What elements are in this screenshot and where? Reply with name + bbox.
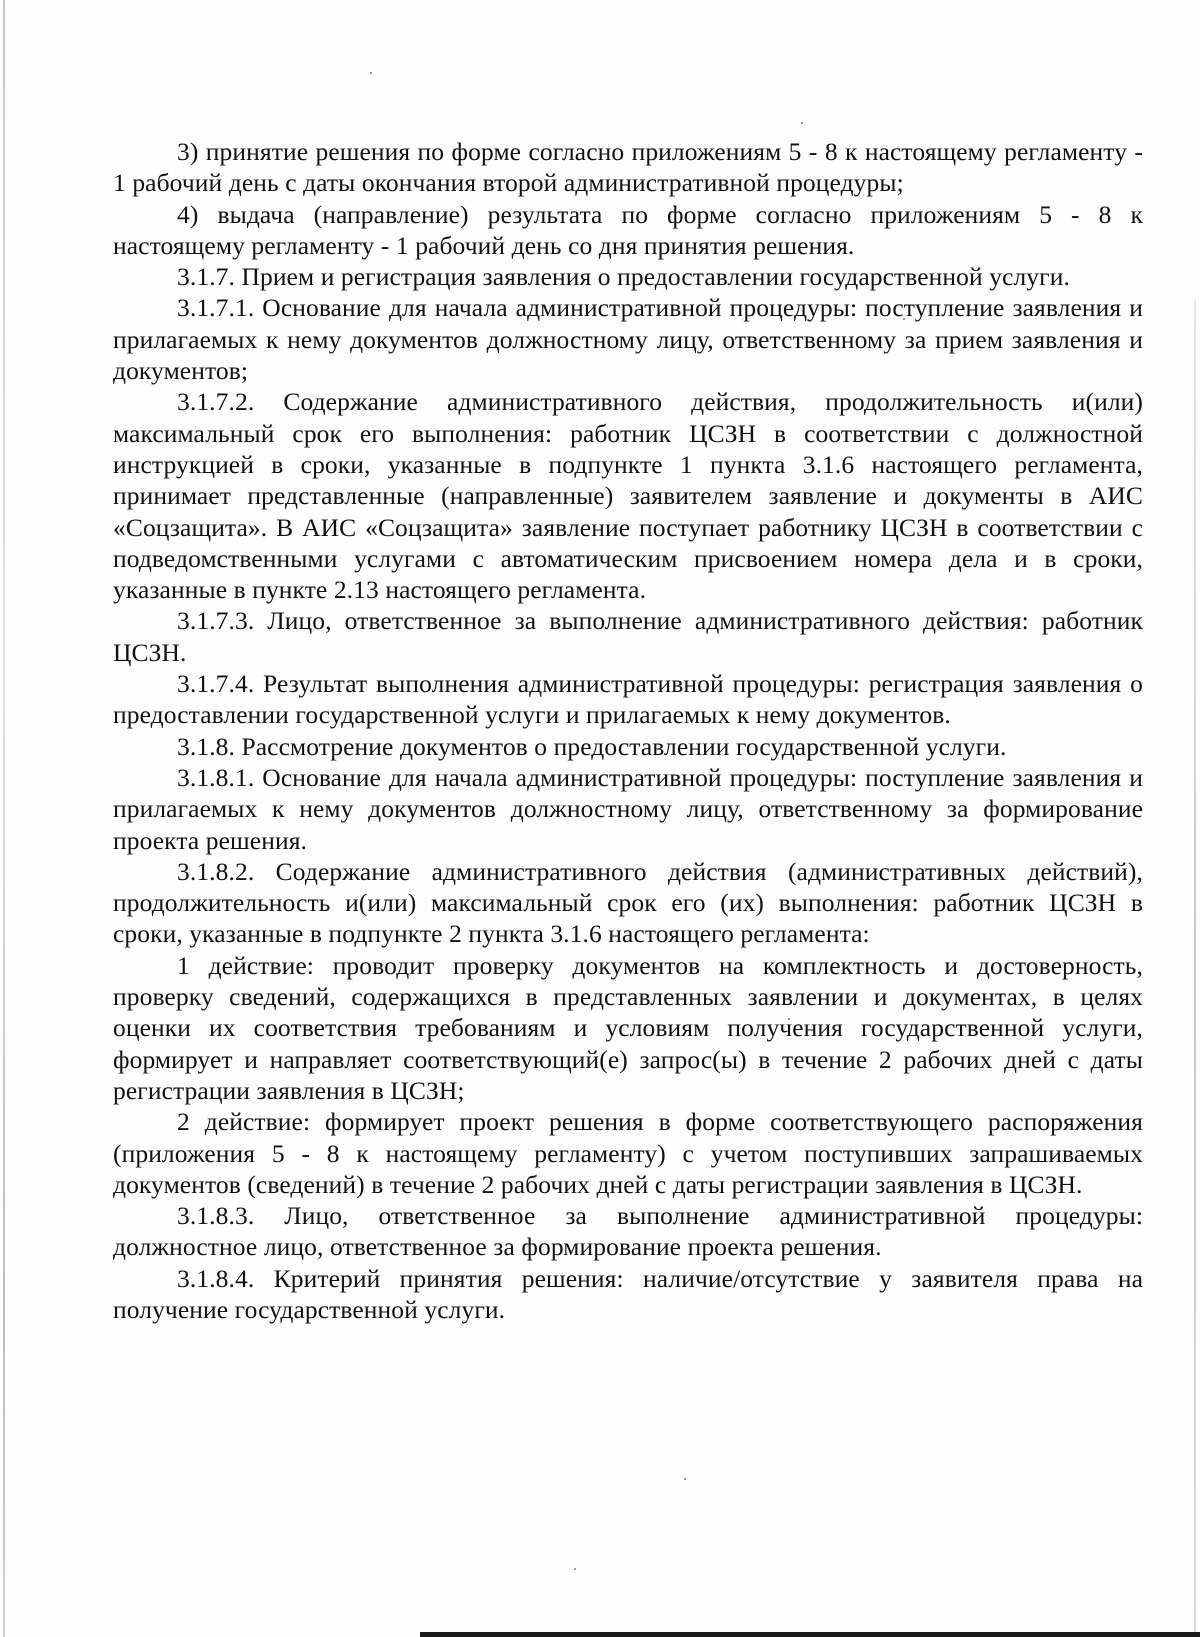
scan-speck [684,1478,686,1480]
scan-speck [574,1568,576,1570]
paragraph-item-3: 3) принятие решения по форме согласно приложениям 5 - 8 к настоящему регламенту - 1 рабочий день с даты окончания второй административной процедуры; [113,137,1143,198]
paragraph-3-1-8-3: 3.1.8.3. Лицо, ответственное за выполнение административной процедуры: должностное лицо, ответственное за формирование проекта решения. [113,1201,1143,1262]
paragraph-3-1-7-4: 3.1.7.4. Результат выполнения административной процедуры: регистрация заявления о предоставлении государственной услуги и прилагаемых к нему документов. [113,669,1143,730]
paragraph-3-1-8: 3.1.8. Рассмотрение документов о предоставлении государственной услуги. [177,731,1007,761]
paragraph-item-4: 4) выдача (направление) результата по форме согласно приложениям 5 - 8 к настоящему регламенту - 1 рабочий день со дня принятия решения. [113,199,1143,260]
paragraph-3-1-7-3: 3.1.7.3. Лицо, ответственное за выполнение административного действия: работник ЦСЗН. [113,606,1143,667]
paragraph-3-1-7-1: 3.1.7.1. Основание для начала административной процедуры: поступление заявления и прилагаемых к нему документов должностному лицу, ответственному за прием заявления и документов; [113,293,1143,386]
scan-edge-right [1194,300,1196,1637]
document-body [113,136,1143,1325]
scan-speck [370,72,372,74]
paragraph-action-2: 2 действие: формирует проект решения в форме соответствующего распоряжения (приложения 5 - 8 к настоящему регламенту) с учетом поступивших запрашиваемых документов (сведений) в течение 2 рабочих дней с даты регистрации заявления в ЦСЗН. [113,1107,1143,1199]
paragraph-3-1-8-4: 3.1.8.4. Критерий принятия решения: наличие/отсутствие у заявителя права на получение государственной услуги. [113,1263,1143,1324]
paragraph-3-1-8-2: 3.1.8.2. Содержание административного действия (административных действий), продолжительность и(или) максимальный срок его (их) выполнения: работник ЦСЗН в сроки, указанные в подпункте 2 пункта 3.1.6 настоящего регламента: [113,856,1143,949]
scan-edge-left [3,0,5,1637]
scan-speck [801,122,803,124]
paragraph-action-1: 1 действие: проводит проверку документов на комплектность и достоверность, проверку сведений, содержащихся в представленных заявлении и документах, в целях оценки их соответствия требованиям и условиям получения государственной услуги, формирует и направляет соответствующий(е) запрос(ы) в течение 2 рабочих дней с даты регистрации заявления в ЦСЗН; [113,950,1143,1105]
paragraph-3-1-8-1: 3.1.8.1. Основание для начала административной процедуры: поступление заявления и прилагаемых к нему документов должностному лицу, ответственному за формирование проекта решения. [113,762,1143,855]
paragraph-3-1-7-2: 3.1.7.2. Содержание административного действия, продолжительность и(или) максимальный срок его выполнения: работник ЦСЗН в соответствии с должностной инструкцией в сроки, указанные в подпункте 1 пункта 3.1.6 настоящего регламента, принимает представленные (направленные) заявителем заявление и документы в АИС «Соцзащита». В АИС «Соцзащита» заявление поступает работнику ЦСЗН в соответствии с подведомственными услугами с автоматическим присвоением номера дела и в сроки, указанные в пункте 2.13 настоящего регламента. [113,387,1143,605]
paragraph-3-1-7: 3.1.7. Прием и регистрация заявления о предоставлении государственной услуги. [177,262,1070,292]
scan-bottom-edge [420,1632,1200,1637]
